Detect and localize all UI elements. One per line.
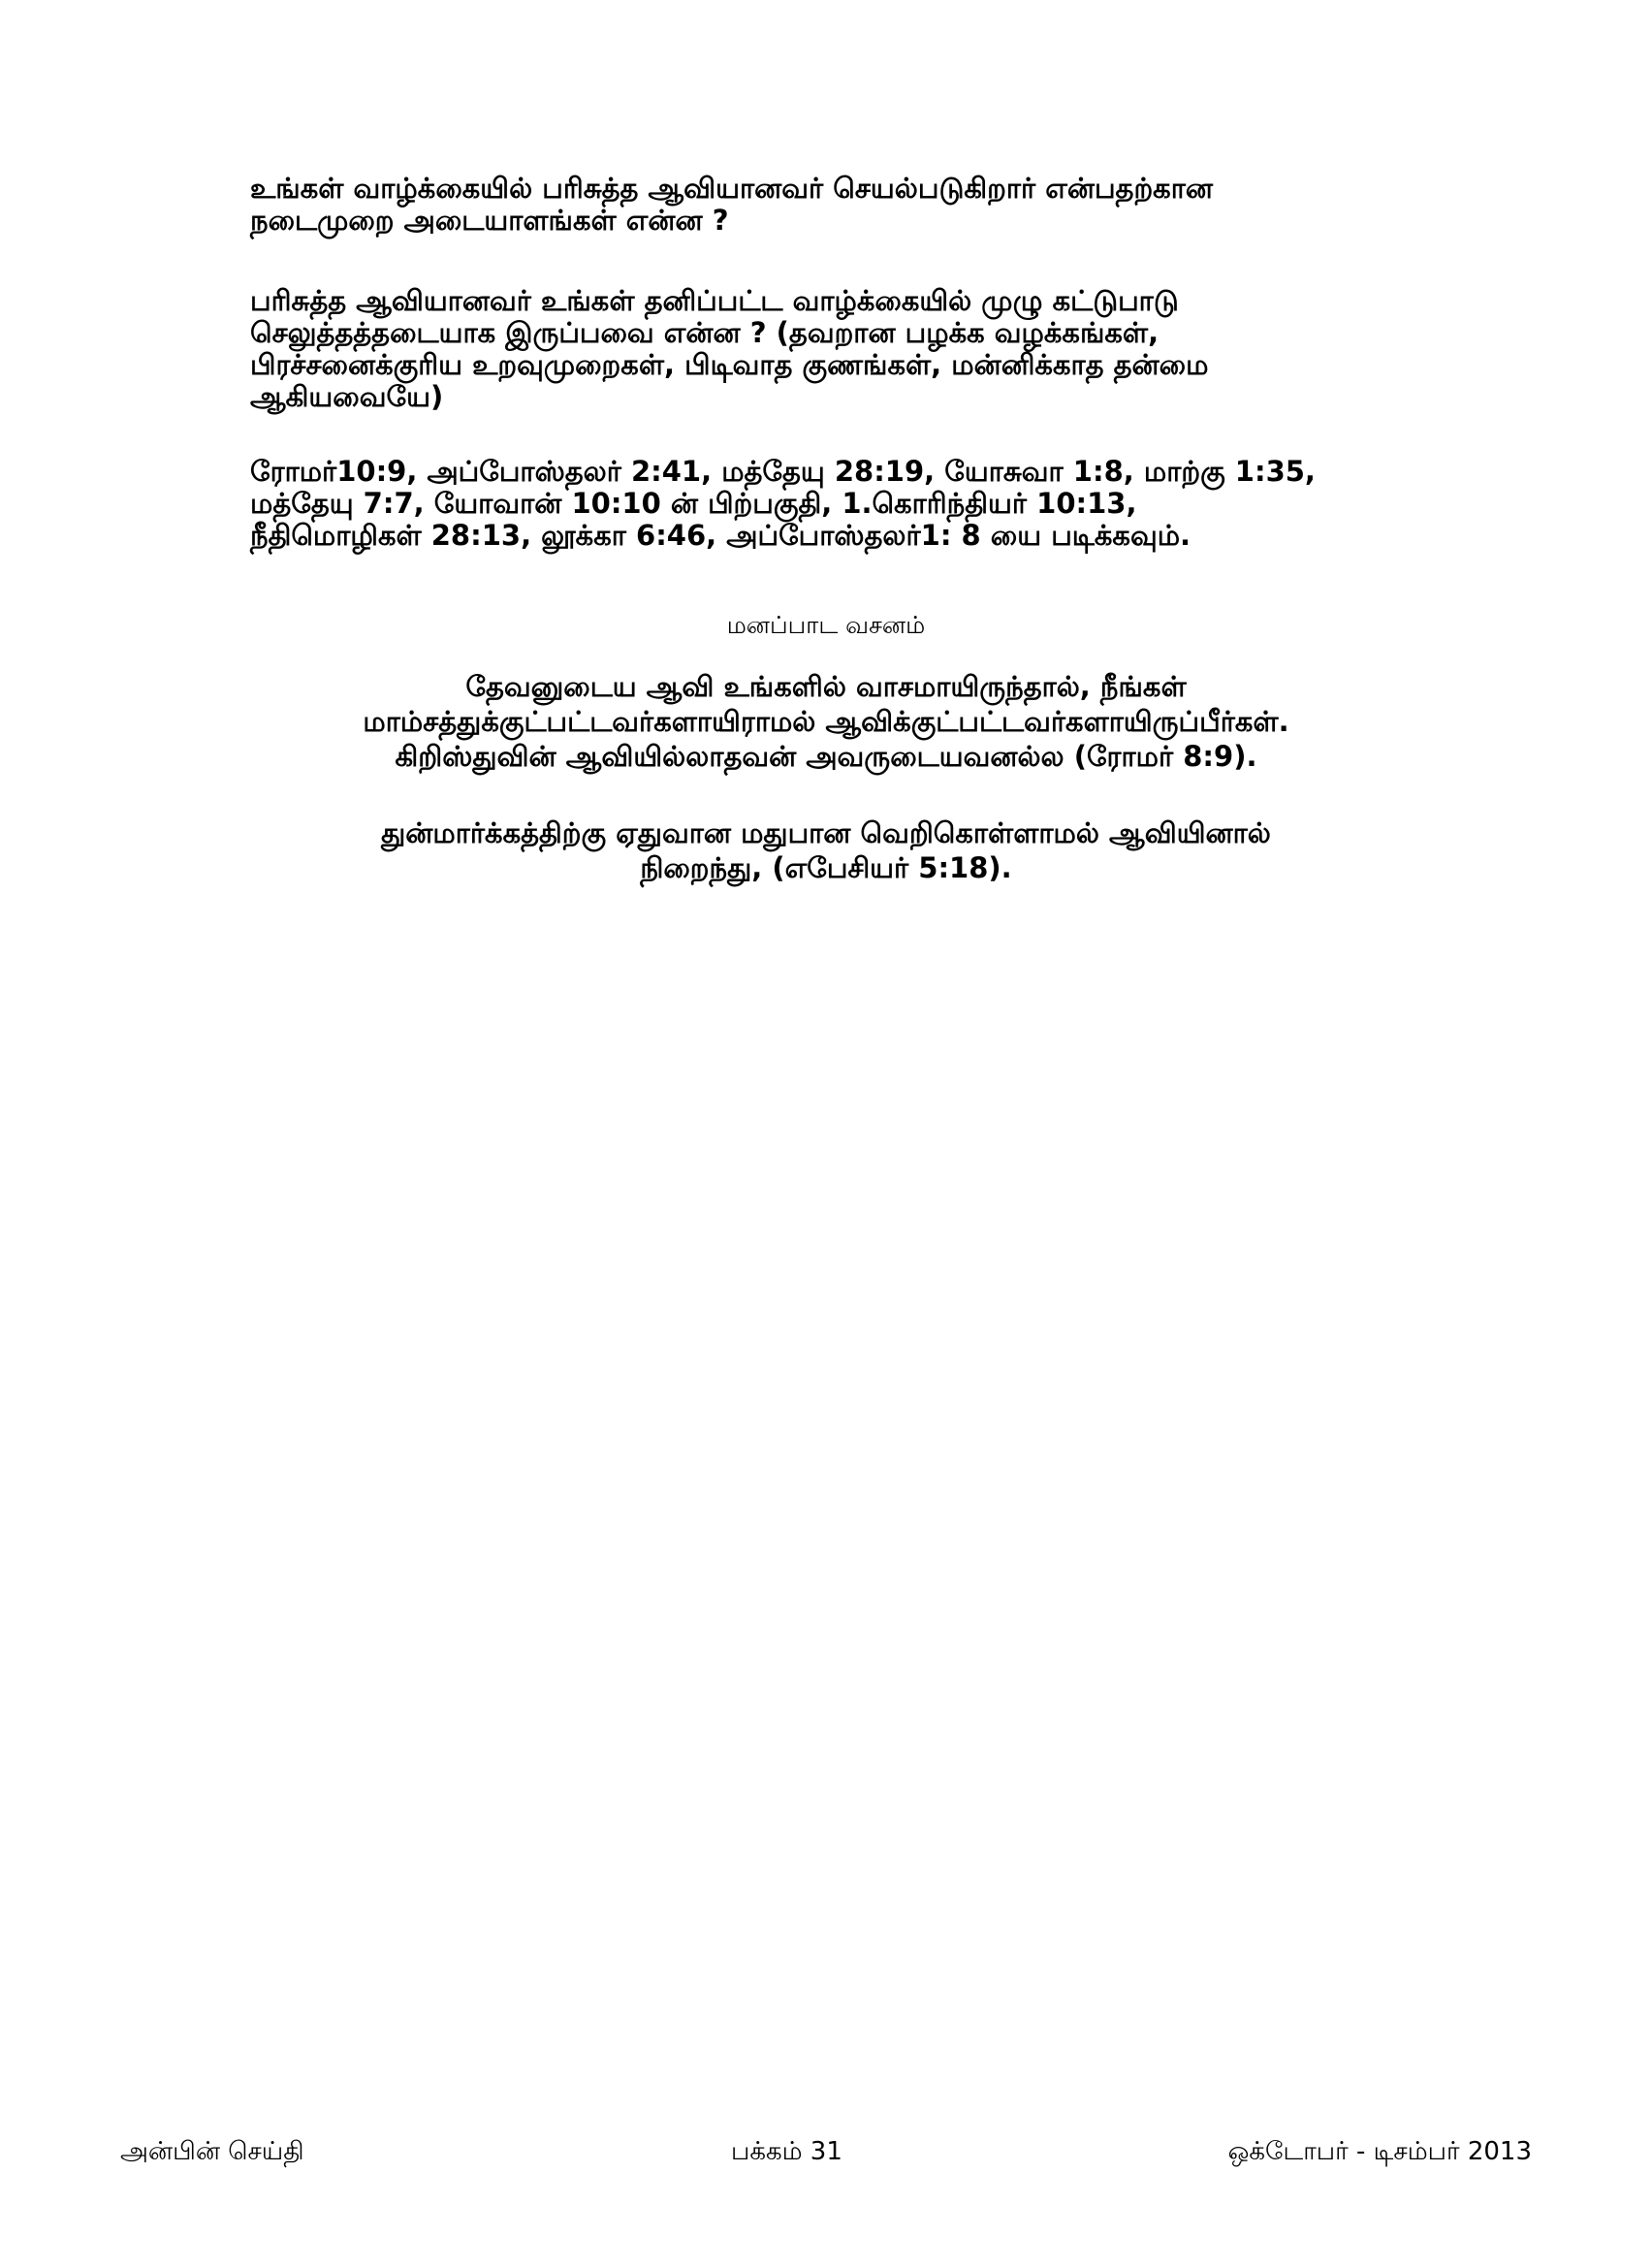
footer-publication-name: அன்பின் செய்தி: [120, 2137, 304, 2166]
paragraph-line: ஆகியவையே): [250, 380, 444, 413]
scripture-references-paragraph: [250, 456, 1414, 552]
footer-issue-date: ஒக்டோபர் - டிசம்பர் 2013: [1227, 2137, 1532, 2166]
memory-verse-heading: மனப்பாட வசனம்: [726, 611, 926, 639]
paragraph-line: நீதிமொழிகள் 28:13, லூக்கா 6:46, அப்போஸ்தலர்1: 8 யை படிக்கவும்.: [250, 519, 1191, 552]
verse-line: துன்மார்க்கத்திற்கு ஏதுவான மதுபான வெறிகொள்ளாமல் ஆவியினால்: [381, 816, 1271, 849]
verse-line: கிறிஸ்துவின் ஆவியில்லாதவன் அவருடையவனல்ல (ரோமர் 8:9).: [395, 740, 1257, 773]
paragraph-line: ரோமர்10:9, அப்போஸ்தலர் 2:41, மத்தேயு 28:19, யோசுவா 1:8, மாற்கு 1:35,: [250, 455, 1316, 488]
memory-verse-1: [0, 669, 1652, 774]
paragraph-line: செலுத்தத்தடையாக இருப்பவை என்ன ? (தவறான பழக்க வழக்கங்கள்,: [250, 316, 1160, 349]
memory-verse-2: [0, 815, 1652, 885]
page-footer: [120, 2135, 1532, 2168]
question-paragraph-1: [250, 173, 1414, 237]
verse-line: மாம்சத்துக்குட்பட்டவர்களாயிராமல் ஆவிக்குட்பட்டவர்களாயிருப்பீர்கள்.: [363, 705, 1289, 738]
question-paragraph-2: [250, 285, 1414, 413]
paragraph-line: உங்கள் வாழ்க்கையில் பரிசுத்த ஆவியானவர் செயல்படுகிறார் என்பதற்கான: [250, 172, 1214, 205]
footer-page-number: பக்கம் 31: [731, 2137, 842, 2166]
paragraph-line: பரிசுத்த ஆவியானவர் உங்கள் தனிப்பட்ட வாழ்க்கையில் முழு கட்டுபாடு: [250, 284, 1179, 317]
paragraph-line: மத்தேயு 7:7, யோவான் 10:10 ன் பிற்பகுதி, 1.கொரிந்தியர் 10:13,: [250, 487, 1137, 520]
verse-line: தேவனுடைய ஆவி உங்களில் வாசமாயிருந்தால், நீங்கள்: [465, 670, 1187, 703]
verse-line: நிறைந்து, (எபேசியர் 5:18).: [640, 851, 1012, 884]
paragraph-line: பிரச்சனைக்குரிய உறவுமுறைகள், பிடிவாத குணங்கள், மன்னிக்காத தன்மை: [250, 348, 1209, 381]
paragraph-line: நடைமுறை அடையாளங்கள் என்ன ?: [250, 204, 729, 237]
